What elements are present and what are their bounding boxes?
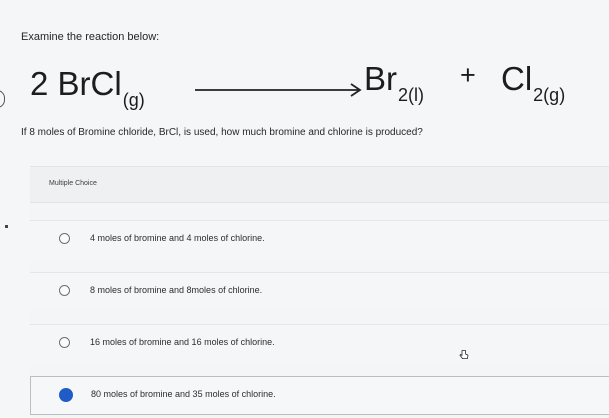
reaction-prompt: Examine the reaction below: bbox=[21, 31, 160, 43]
reactant-coefficient: 2 bbox=[30, 65, 49, 102]
question-text: If 8 moles of Bromine chloride, BrCl, is used, how much bromine and chlorine is produced? bbox=[21, 127, 423, 138]
radio-button-1[interactable] bbox=[59, 233, 70, 244]
choice-option-2[interactable] bbox=[30, 272, 609, 310]
choice-text-2: 8 moles of bromine and 8moles of chlorine. bbox=[90, 285, 263, 295]
multiple-choice-header bbox=[30, 166, 609, 203]
chlorine-formula: Cl bbox=[501, 60, 533, 97]
choice-option-4[interactable] bbox=[30, 376, 609, 415]
choice-option-3[interactable] bbox=[30, 324, 609, 362]
bromine-formula: Br bbox=[364, 60, 397, 97]
chemical-equation bbox=[30, 58, 590, 112]
plus-sign: + bbox=[460, 60, 476, 90]
product-bromine bbox=[364, 60, 424, 105]
radio-button-3[interactable] bbox=[59, 337, 70, 348]
choice-option-1[interactable] bbox=[30, 220, 609, 258]
choice-text-3: 16 moles of bromine and 16 moles of chlorine. bbox=[90, 337, 275, 347]
radio-button-2[interactable] bbox=[59, 285, 70, 296]
reactant-state: (g) bbox=[122, 90, 145, 110]
chlorine-subscript: 2(g) bbox=[533, 85, 566, 105]
choice-text-4: 80 moles of bromine and 35 moles of chlorine. bbox=[91, 389, 276, 399]
choice-text-1: 4 moles of bromine and 4 moles of chlorine. bbox=[90, 233, 265, 243]
reaction-arrow-icon bbox=[195, 82, 363, 98]
hand-cursor-icon bbox=[459, 349, 469, 360]
edge-marker bbox=[5, 225, 8, 228]
bromine-subscript: 2(l) bbox=[398, 85, 424, 105]
radio-button-4-selected[interactable] bbox=[59, 388, 73, 402]
product-chlorine bbox=[501, 60, 566, 105]
partial-left-edge-icon bbox=[0, 90, 5, 108]
multiple-choice-label: Multiple Choice bbox=[49, 180, 97, 187]
reactant-term bbox=[30, 65, 145, 110]
reactant-formula: BrCl bbox=[57, 65, 122, 102]
